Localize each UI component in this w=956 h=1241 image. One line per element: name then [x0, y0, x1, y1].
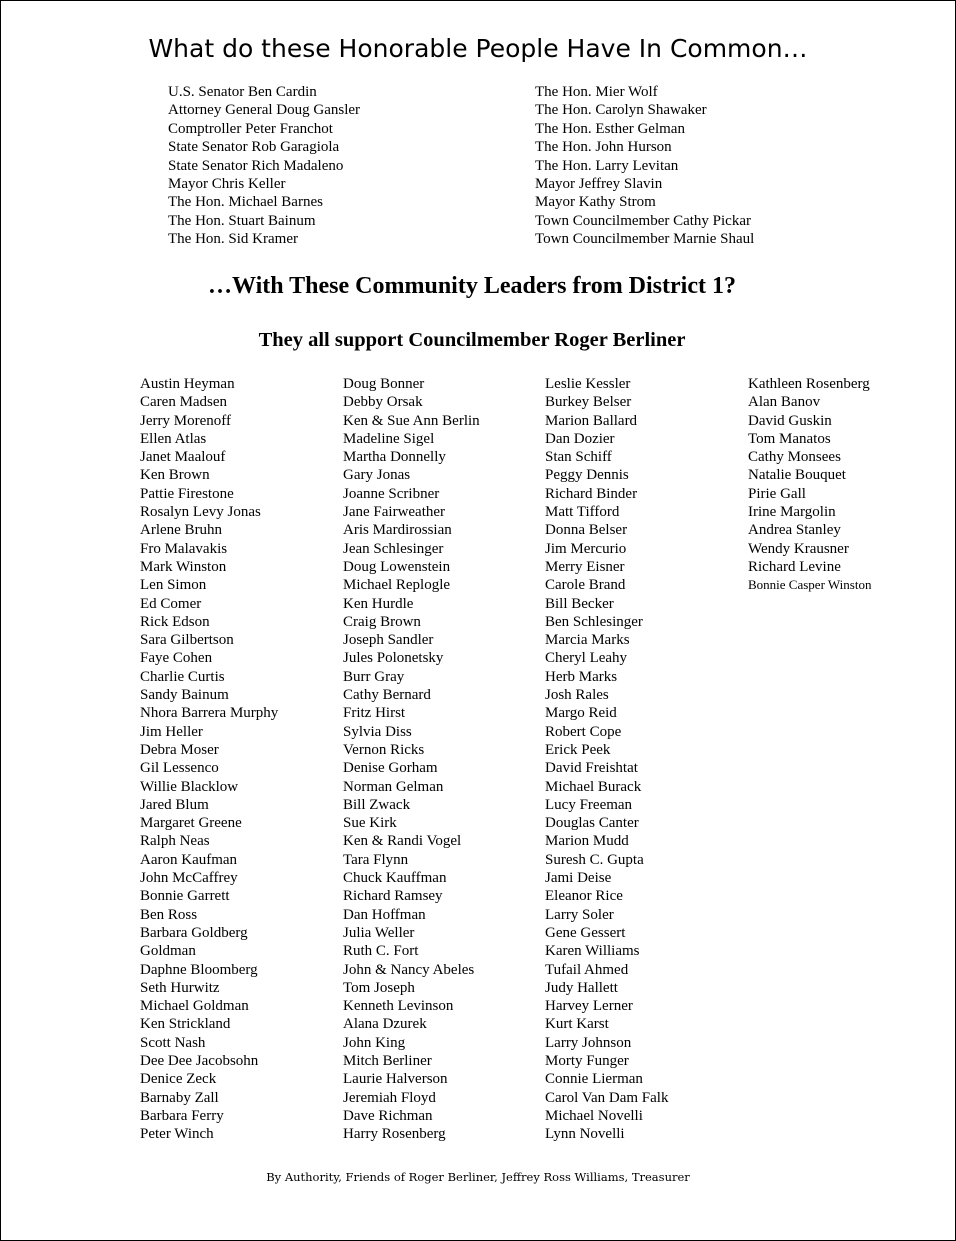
subtitle-community-leaders: …With These Community Leaders from District 1? — [208, 273, 736, 299]
name-item: Mayor Chris Keller — [168, 176, 286, 193]
name-item: Alana Dzurek — [343, 1016, 427, 1033]
name-item: The Hon. Sid Kramer — [168, 231, 298, 248]
name-item: Barbara Ferry — [140, 1107, 224, 1124]
name-item: Michael Novelli — [545, 1107, 643, 1124]
honorables-left-column — [168, 83, 360, 249]
name-item: Margaret Greene — [140, 815, 242, 832]
name-item: Dee Dee Jacobsohn — [140, 1052, 259, 1069]
name-item: Cathy Monsees — [748, 449, 841, 466]
name-item: Bill Becker — [545, 595, 614, 612]
page-title: What do these Honorable People Have In Common… — [148, 34, 808, 63]
name-item: Craig Brown — [343, 613, 421, 630]
name-item: Pattie Firestone — [140, 485, 234, 502]
name-item: Willie Blacklow — [140, 778, 239, 795]
name-item: Town Councilmember Cathy Pickar — [535, 212, 751, 229]
name-item: Ellen Atlas — [140, 430, 207, 447]
name-item: Caren Madsen — [140, 394, 228, 411]
name-item: The Hon. John Hurson — [535, 139, 672, 156]
name-item: Margo Reid — [545, 705, 617, 722]
name-item: Michael Burack — [545, 778, 642, 795]
name-item: Laurie Halverson — [343, 1071, 448, 1088]
name-item: Alan Banov — [748, 394, 821, 411]
name-item: Gil Lessenco — [140, 760, 219, 777]
name-item: Denice Zeck — [140, 1071, 217, 1088]
name-item: John & Nancy Abeles — [343, 961, 475, 978]
name-item: Rick Edson — [140, 613, 210, 630]
name-item: Bonnie Garrett — [140, 888, 230, 905]
name-item: John King — [343, 1034, 406, 1051]
name-item: Dan Hoffman — [343, 906, 426, 923]
name-item: Janet Maalouf — [140, 449, 226, 466]
name-item: Andrea Stanley — [748, 522, 841, 539]
name-item: U.S. Senator Ben Cardin — [168, 84, 317, 100]
name-item: Doug Lowenstein — [343, 558, 451, 575]
name-item: Judy Hallett — [545, 979, 618, 996]
name-item: Carol Van Dam Falk — [545, 1089, 669, 1106]
name-item: Larry Johnson — [545, 1034, 632, 1051]
name-item: Len Simon — [140, 577, 207, 594]
name-item: Donna Belser — [545, 522, 628, 539]
name-item: Matt Tifford — [545, 504, 620, 521]
name-item: Jerry Morenoff — [140, 412, 231, 429]
name-item: Tufail Ahmed — [545, 961, 629, 978]
name-item: Barbara Goldberg — [140, 924, 248, 941]
name-item: Jean Schlesinger — [343, 540, 444, 557]
supporters-column-4 — [748, 375, 871, 595]
name-item: Sue Kirk — [343, 815, 397, 832]
name-item: Robert Cope — [545, 723, 622, 740]
name-item: Kenneth Levinson — [343, 998, 454, 1015]
name-item: Jared Blum — [140, 796, 209, 813]
name-item: Eleanor Rice — [545, 888, 623, 905]
name-item: Pirie Gall — [748, 485, 806, 502]
supporters-column-3 — [545, 375, 668, 1143]
name-item: Ken & Randi Vogel — [343, 833, 462, 850]
name-item: Sylvia Diss — [343, 723, 412, 740]
name-item: Charlie Curtis — [140, 668, 225, 685]
name-item: The Hon. Stuart Bainum — [168, 212, 316, 229]
name-item: Douglas Canter — [545, 815, 639, 832]
name-item: Nhora Barrera Murphy — [140, 705, 279, 722]
name-item: Comptroller Peter Franchot — [168, 120, 333, 137]
name-item: Jim Mercurio — [545, 540, 627, 557]
name-item: Fritz Hirst — [343, 705, 406, 722]
name-item: Bonnie Casper Winston — [748, 577, 872, 593]
name-item: Ralph Neas — [140, 833, 210, 850]
name-item: Joanne Scribner — [343, 485, 440, 502]
name-item: Mayor Jeffrey Slavin — [535, 176, 663, 193]
name-item: Mayor Kathy Strom — [535, 194, 656, 211]
name-item: Rosalyn Levy Jonas — [140, 504, 261, 521]
name-item: Austin Heyman — [140, 376, 235, 392]
name-item: Harry Rosenberg — [343, 1126, 446, 1143]
name-item: Dave Richman — [343, 1107, 433, 1124]
name-item: Erick Peek — [545, 741, 611, 758]
name-item: Richard Ramsey — [343, 888, 443, 905]
name-item: Richard Levine — [748, 558, 841, 575]
name-item: Jami Deise — [545, 870, 612, 887]
name-item: Marion Mudd — [545, 833, 629, 850]
name-item: Suresh C. Gupta — [545, 851, 644, 868]
name-item: Burr Gray — [343, 668, 405, 685]
name-item: Marcia Marks — [545, 632, 630, 649]
name-item: Gene Gessert — [545, 924, 626, 941]
name-item: Aris Mardirossian — [343, 522, 452, 539]
name-item: Burkey Belser — [545, 394, 632, 411]
name-item: Marion Ballard — [545, 412, 638, 429]
name-item: Ken Strickland — [140, 1016, 231, 1033]
name-item: Connie Lierman — [545, 1071, 643, 1088]
name-item: Cheryl Leahy — [545, 650, 628, 667]
name-item: Josh Rales — [545, 687, 609, 704]
name-item: The Hon. Mier Wolf — [535, 84, 658, 100]
name-item: Morty Funger — [545, 1052, 629, 1069]
name-item: Lucy Freeman — [545, 796, 633, 813]
name-item: Madeline Sigel — [343, 430, 435, 447]
name-item: Ed Comer — [140, 595, 202, 612]
name-item: Cathy Bernard — [343, 687, 431, 704]
name-item: The Hon. Michael Barnes — [168, 194, 323, 211]
name-item: Bill Zwack — [343, 796, 411, 813]
name-item: Joseph Sandler — [343, 632, 434, 649]
name-item: Larry Soler — [545, 906, 614, 923]
name-item: Faye Cohen — [140, 650, 213, 667]
name-item: Martha Donnelly — [343, 449, 446, 466]
name-item: Natalie Bouquet — [748, 467, 846, 484]
name-item: Ruth C. Fort — [343, 943, 419, 960]
name-item: Norman Gelman — [343, 778, 444, 795]
supporters-column-2 — [343, 375, 480, 1143]
name-item: Ken Hurdle — [343, 595, 414, 612]
name-item: Richard Binder — [545, 485, 638, 502]
name-item: Tom Manatos — [748, 430, 831, 447]
name-item: Jim Heller — [140, 723, 203, 740]
name-item: David Guskin — [748, 412, 832, 429]
name-item: Jules Polonetsky — [343, 650, 444, 667]
name-item: Jeremiah Floyd — [343, 1089, 436, 1106]
name-item: Michael Replogle — [343, 577, 451, 594]
supporters-column-1 — [140, 375, 278, 1143]
name-item: Lynn Novelli — [545, 1126, 625, 1143]
name-item: Tom Joseph — [343, 979, 415, 996]
name-item: Sandy Bainum — [140, 687, 229, 704]
name-item: Kurt Karst — [545, 1016, 609, 1033]
name-item: Daphne Bloomberg — [140, 961, 258, 978]
name-item: Ben Schlesinger — [545, 613, 643, 630]
name-item: Arlene Bruhn — [140, 522, 223, 539]
subtitle-support: They all support Councilmember Roger Berliner — [258, 329, 686, 351]
name-item: Mark Winston — [140, 558, 227, 575]
name-item: Barnaby Zall — [140, 1089, 219, 1106]
name-item: Sara Gilbertson — [140, 632, 234, 649]
name-item: Harvey Lerner — [545, 998, 633, 1015]
honorables-right-column — [535, 83, 754, 249]
name-item: Leslie Kessler — [545, 376, 631, 392]
name-item: Chuck Kauffman — [343, 870, 447, 887]
name-item: Debby Orsak — [343, 394, 423, 411]
name-item: Seth Hurwitz — [140, 979, 220, 996]
name-item: Attorney General Doug Gansler — [168, 102, 361, 119]
name-item: Kathleen Rosenberg — [748, 376, 870, 392]
name-item: David Freishtat — [545, 760, 638, 777]
name-item: Peggy Dennis — [545, 467, 629, 484]
name-item: Dan Dozier — [545, 430, 615, 447]
name-item: Gary Jonas — [343, 467, 411, 484]
name-item: Vernon Ricks — [343, 741, 425, 758]
name-item: Ken Brown — [140, 467, 210, 484]
name-item: Debra Moser — [140, 741, 219, 758]
name-item: Denise Gorham — [343, 760, 438, 777]
name-item: Jane Fairweather — [343, 504, 446, 521]
footer-authority-line: By Authority, Friends of Roger Berliner, Jeffrey Ross Williams, Treasurer — [266, 1170, 690, 1184]
name-item: Wendy Krausner — [748, 540, 849, 557]
name-item: Merry Eisner — [545, 558, 625, 575]
name-item: State Senator Rob Garagiola — [168, 139, 340, 156]
name-item: Tara Flynn — [343, 851, 409, 868]
name-item: Herb Marks — [545, 668, 618, 685]
name-item: Aaron Kaufman — [140, 851, 238, 868]
name-item: Karen Williams — [545, 943, 640, 960]
name-item: Scott Nash — [140, 1034, 206, 1051]
name-item: Julia Weller — [343, 924, 415, 941]
name-item: Mitch Berliner — [343, 1052, 432, 1069]
name-item: John McCaffrey — [140, 870, 238, 887]
name-item: Town Councilmember Marnie Shaul — [535, 231, 755, 248]
name-item: Goldman — [140, 943, 196, 960]
name-item: State Senator Rich Madaleno — [168, 157, 344, 174]
name-item: Ben Ross — [140, 906, 198, 923]
name-item: Irine Margolin — [748, 504, 836, 521]
name-item: The Hon. Esther Gelman — [535, 120, 685, 137]
name-item: Ken & Sue Ann Berlin — [343, 412, 480, 429]
name-item: Fro Malavakis — [140, 540, 228, 557]
name-item: The Hon. Carolyn Shawaker — [535, 102, 707, 119]
name-item: Peter Winch — [140, 1126, 214, 1143]
name-item: Doug Bonner — [343, 376, 425, 392]
name-item: The Hon. Larry Levitan — [535, 157, 679, 174]
name-item: Stan Schiff — [545, 449, 612, 466]
name-item: Carole Brand — [545, 577, 626, 594]
name-item: Michael Goldman — [140, 998, 249, 1015]
